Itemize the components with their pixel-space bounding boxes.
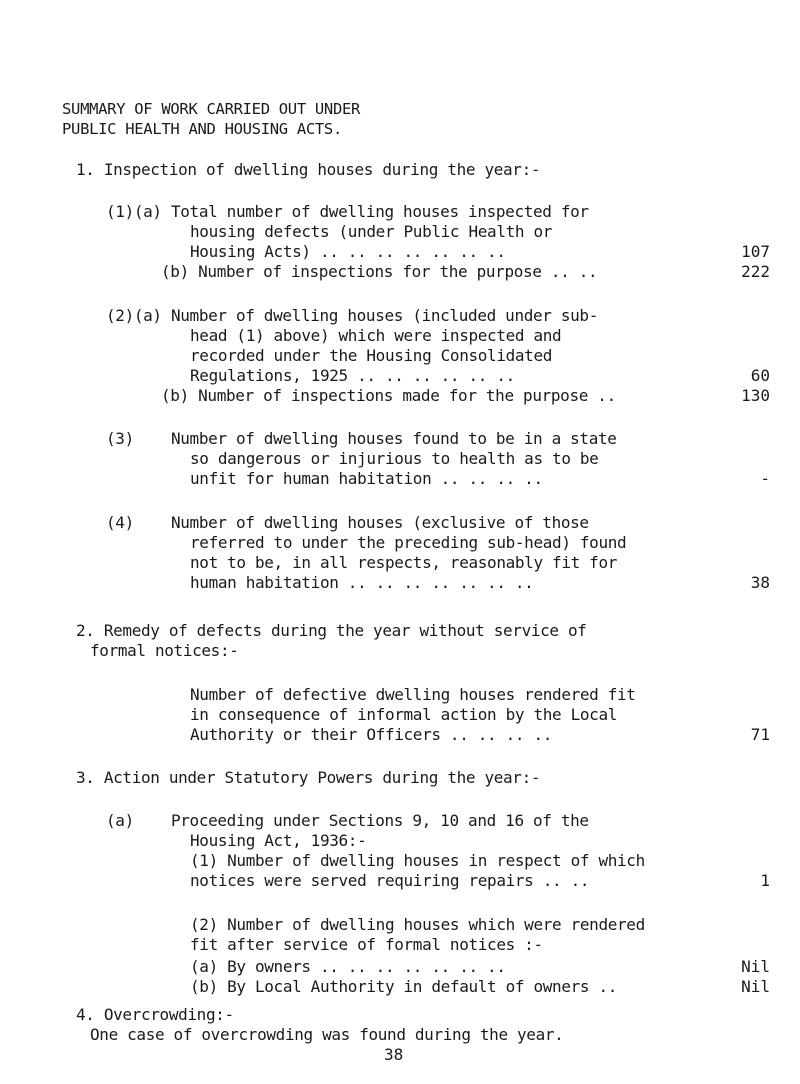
section-2-value: 71 [750,725,770,744]
section-3b-owners: (a) By owners .. .. .. .. .. .. .. [190,957,506,976]
section-3a-line-3: (1) Number of dwelling houses in respect of which [190,851,645,870]
item-2a-line-1: (2)(a) Number of dwelling houses (included under sub- [106,306,598,325]
item-1a-line-2: housing defects (under Public Health or [190,222,553,241]
section-2-heading-line-1: 2. Remedy of defects during the year without service of [76,621,587,640]
item-3-line-3: unfit for human habitation .. .. .. .. [190,469,543,488]
page-number: 38 [384,1045,404,1064]
item-4-line-3: not to be, in all respects, reasonably fit for [190,553,618,572]
section-3a-line-4: notices were served requiring repairs .. .. [190,871,590,890]
section-4-text: One case of overcrowding was found during the year. [90,1025,564,1044]
item-4-line-2: referred to under the preceding sub-head) found [190,533,627,552]
section-4-heading: 4. Overcrowding:- [76,1005,234,1024]
item-2a-line-4: Regulations, 1925 .. .. .. .. .. .. [190,366,515,385]
section-3b-authority-value: Nil [741,977,770,996]
item-1a-value: 107 [741,242,770,261]
item-4-value: 38 [750,573,770,592]
section-2-line-1: Number of defective dwelling houses rendered fit [190,685,636,704]
section-1-heading: 1. Inspection of dwelling houses during the year:- [76,160,541,179]
section-2-heading-line-2: formal notices:- [90,641,239,660]
section-2-line-3: Authority or their Officers .. .. .. .. [190,725,553,744]
section-3b-owners-value: Nil [741,957,770,976]
item-1b: (b) Number of inspections for the purpose .. .. [161,262,598,281]
item-2a-value: 60 [750,366,770,385]
item-1a-line-3: Housing Acts) .. .. .. .. .. .. .. [190,242,506,261]
section-3-heading: 3. Action under Statutory Powers during the year:- [76,768,541,787]
section-3b-line-1: (2) Number of dwelling houses which were rendered [190,915,645,934]
section-3b-authority: (b) By Local Authority in default of owners .. [190,977,618,996]
section-3a-value: 1 [760,871,770,890]
section-3a-line-1: (a) Proceeding under Sections 9, 10 and 16 of the [106,811,589,830]
item-4-line-1: (4) Number of dwelling houses (exclusive of those [106,513,589,532]
item-3-line-2: so dangerous or injurious to health as to be [190,449,599,468]
item-4-line-4: human habitation .. .. .. .. .. .. .. [190,573,534,592]
section-3b-line-2: fit after service of formal notices :- [190,935,543,954]
item-2b-value: 130 [741,386,770,405]
item-1b-value: 222 [741,262,770,281]
item-2a-line-2: head (1) above) which were inspected and [190,326,562,345]
item-1a-line-1: (1)(a) Total number of dwelling houses inspected for [106,202,589,221]
item-3-value: - [760,469,770,488]
title-line-1: SUMMARY OF WORK CARRIED OUT UNDER [62,100,361,118]
section-3a-line-2: Housing Act, 1936:- [190,831,367,850]
item-3-line-1: (3) Number of dwelling houses found to be in a state [106,429,617,448]
title-line-2: PUBLIC HEALTH AND HOUSING ACTS. [62,120,342,138]
item-2a-line-3: recorded under the Housing Consolidated [190,346,553,365]
item-2b: (b) Number of inspections made for the purpose .. [161,386,616,405]
section-2-line-2: in consequence of informal action by the Local [190,705,618,724]
